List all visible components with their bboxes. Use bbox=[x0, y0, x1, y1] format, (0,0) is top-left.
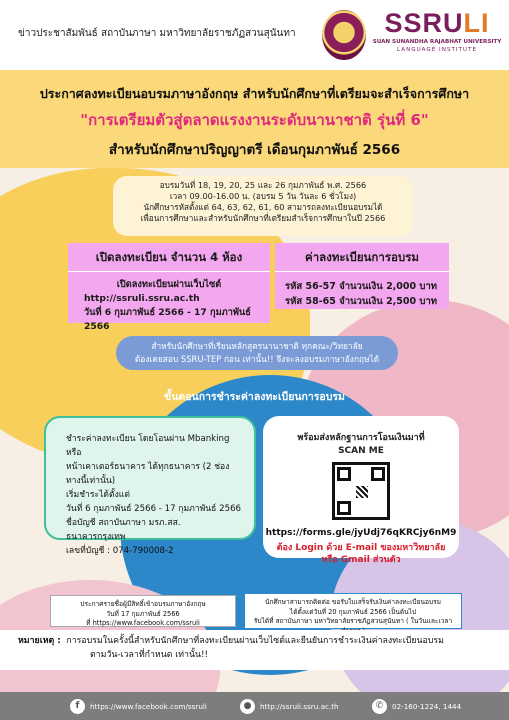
remark-label: หมายเหตุ : bbox=[18, 636, 61, 646]
login-note bbox=[263, 542, 459, 566]
brand-name-accent: LI bbox=[463, 8, 490, 38]
receipt-line: รับได้ที่ สถาบันภาษา มหาวิทยาลัยราชภัฏสวนสุนันทา ( ในวันและเวลา bbox=[253, 617, 453, 625]
payment-line: ชื่อบัญชี สถาบันภาษา มรภ.สส. bbox=[66, 518, 181, 528]
header bbox=[0, 0, 509, 70]
contact-bar bbox=[0, 692, 509, 720]
announcement-line: ประกาศรายชื่อผู้มีสิทธิ์เข้าอบรมภาษาอังกฤษ bbox=[80, 600, 206, 608]
announcement-line: วันที่ 17 กุมภาพันธ์ 2566 bbox=[106, 609, 180, 618]
payment-step-box bbox=[44, 416, 256, 556]
registration-box bbox=[68, 243, 270, 332]
scan-me-label: SCAN ME bbox=[338, 446, 384, 456]
notice-pill bbox=[116, 336, 398, 370]
brand-name bbox=[372, 8, 502, 38]
facebook-contact[interactable] bbox=[70, 698, 207, 714]
website-url[interactable]: http://ssruli.ssru.ac.th bbox=[260, 701, 339, 711]
proof-step-box bbox=[263, 416, 459, 565]
payment-line: หน้าเคาเตอร์ธนาคาร ได้ทุกธนาคาร (2 ช่องทางนี้เท่านั้น) bbox=[66, 462, 230, 486]
payment-line: วันที่ 6 กุมภาพันธ์ 2566 - 17 กุมภาพันธ์ 2566 bbox=[66, 504, 242, 514]
registration-url[interactable]: http://ssruli.ssru.ac.th bbox=[84, 293, 200, 304]
phone-number[interactable]: 02-160-1224, 1444 bbox=[392, 701, 462, 711]
receipt-line: นักศึกษาสามารถติดต่อ ขอรับใบเสร็จรับเงินค่าลงทะเบียนอบรม bbox=[264, 598, 442, 606]
registration-heading: เปิดลงทะเบียน จำนวน 4 ห้อง bbox=[68, 243, 270, 272]
login-note-line: หรือ Gmail ส่วนตัว bbox=[321, 555, 401, 565]
facebook-url[interactable]: https://www.facebook.com/ssruli bbox=[90, 701, 207, 711]
title-line-3: สำหรับนักศึกษาปริญญาตรี เดือนกุมภาพันธ์ 2566 bbox=[108, 142, 401, 158]
registration-line: เปิดลงทะเบียนผ่านเว็บไซต์ bbox=[116, 279, 222, 290]
form-link[interactable]: https://forms.gle/jyUdj76qKRCjy6nM9 bbox=[265, 528, 457, 538]
announcement-box bbox=[50, 595, 236, 627]
proof-instruction: พร้อมส่งหลักฐานการโอนเงินมาที่ bbox=[297, 433, 425, 443]
notice-line: ต้องเคยสอบ SSRU-TEP ก่อน เท่านั้น!! จึงจะลงอบรมภาษาอังกฤษได้ bbox=[134, 354, 380, 364]
title-line-1: ประกาศลงทะเบียนอบรมภาษาอังกฤษ สำหรับนักศึกษาที่เตรียมจะสำเร็จการศึกษา bbox=[39, 86, 470, 101]
schedule-line: เวลา 09.00-16.00 น. (อบรม 5 วัน วันละ 6 ชั่วโมง) bbox=[169, 191, 357, 201]
steps-title: ขั้นตอนการชำระค่าลงทะเบียนการอบรม bbox=[164, 391, 345, 403]
payment-line: ชำระค่าลงทะเบียน โดยโอนผ่าน Mbanking หรือ bbox=[66, 434, 230, 458]
schedule-box bbox=[113, 176, 413, 236]
qr-code-icon[interactable] bbox=[332, 462, 390, 520]
title-band bbox=[0, 70, 509, 168]
university-seal-icon bbox=[322, 10, 366, 60]
login-note-line: ต้อง Login ด้วย E-mail ของมหาวิทยาลัย bbox=[276, 543, 446, 553]
remark-line: การอบรมในครั้งนี้สำหรับนักศึกษาที่ลงทะเบียนผ่านเว็บไซต์และยืนยันการชำระเงินค่าลงทะเบียนอบรม bbox=[66, 636, 444, 646]
globe-icon: ● bbox=[240, 699, 255, 714]
registration-dates: วันที่ 6 กุมภาพันธ์ 2566 - 17 กุมภาพันธ์ 2566 bbox=[84, 307, 251, 332]
news-line: ข่าวประชาสัมพันธ์ สถาบันภาษา มหาวิทยาลัยราชภัฏสวนสุนันทา bbox=[18, 28, 296, 39]
payment-line: เริ่มชำระได้ตั้งแต่ bbox=[66, 490, 130, 500]
receipt-line: ได้ตั้งแต่วันที่ 20 กุมภาพันธ์ 2566 เป็นต้นไป bbox=[289, 607, 417, 616]
payment-line: เลขที่บัญชี : 074-790008-2 bbox=[66, 546, 174, 556]
brand-department: LANGUAGE INSTITUTE bbox=[397, 47, 477, 53]
remark-band bbox=[0, 630, 509, 670]
brand-university: SUAN SUNANDHA RAJABHAT UNIVERSITY bbox=[372, 39, 502, 45]
phone-contact[interactable] bbox=[372, 698, 461, 714]
fee-box bbox=[275, 243, 449, 309]
facebook-icon: f bbox=[70, 699, 85, 714]
notice-line: สำหรับนักศึกษาที่เรียนหลักสูตรนานาชาติ ทุกคณะ/วิทยาลัย bbox=[151, 341, 363, 351]
fee-heading: ค่าลงทะเบียนการอบรม bbox=[275, 243, 449, 272]
ssruli-logo bbox=[372, 8, 502, 54]
brand-name-main: SSRU bbox=[384, 8, 464, 38]
payment-line: ธนาคารกรุงเทพ bbox=[66, 532, 126, 542]
announcement-line: ที่ https://www.facebook.com/ssruli bbox=[86, 619, 200, 627]
remark-line: ตามวัน-เวลาที่กำหนด เท่านั้น!! bbox=[90, 650, 209, 660]
schedule-line: นักศึกษารหัสตั้งแต่ 64, 63, 62, 61, 60 สามารถลงทะเบียนอบรมได้ bbox=[143, 202, 383, 212]
website-contact[interactable] bbox=[240, 698, 339, 714]
schedule-line: อบรมวันที่ 18, 19, 20, 25 และ 26 กุมภาพันธ์ พ.ศ. 2566 bbox=[159, 180, 367, 190]
receipt-box bbox=[244, 593, 462, 629]
schedule-line: เพื่อนการศึกษาและสำหรับนักศึกษาที่เตรียมสำเร็จการศึกษาในปี 2566 bbox=[140, 213, 386, 223]
fee-line: รหัส 58-65 จำนวนเงิน 2,500 บาท bbox=[285, 296, 438, 307]
title-line-2: "การเตรียมตัวสู่ตลาดแรงงานระดับนานาชาติ รุ่นที่ 6" bbox=[80, 111, 429, 129]
phone-icon: ✆ bbox=[372, 699, 387, 714]
fee-line: รหัส 56-57 จำนวนเงิน 2,000 บาท bbox=[285, 281, 438, 292]
